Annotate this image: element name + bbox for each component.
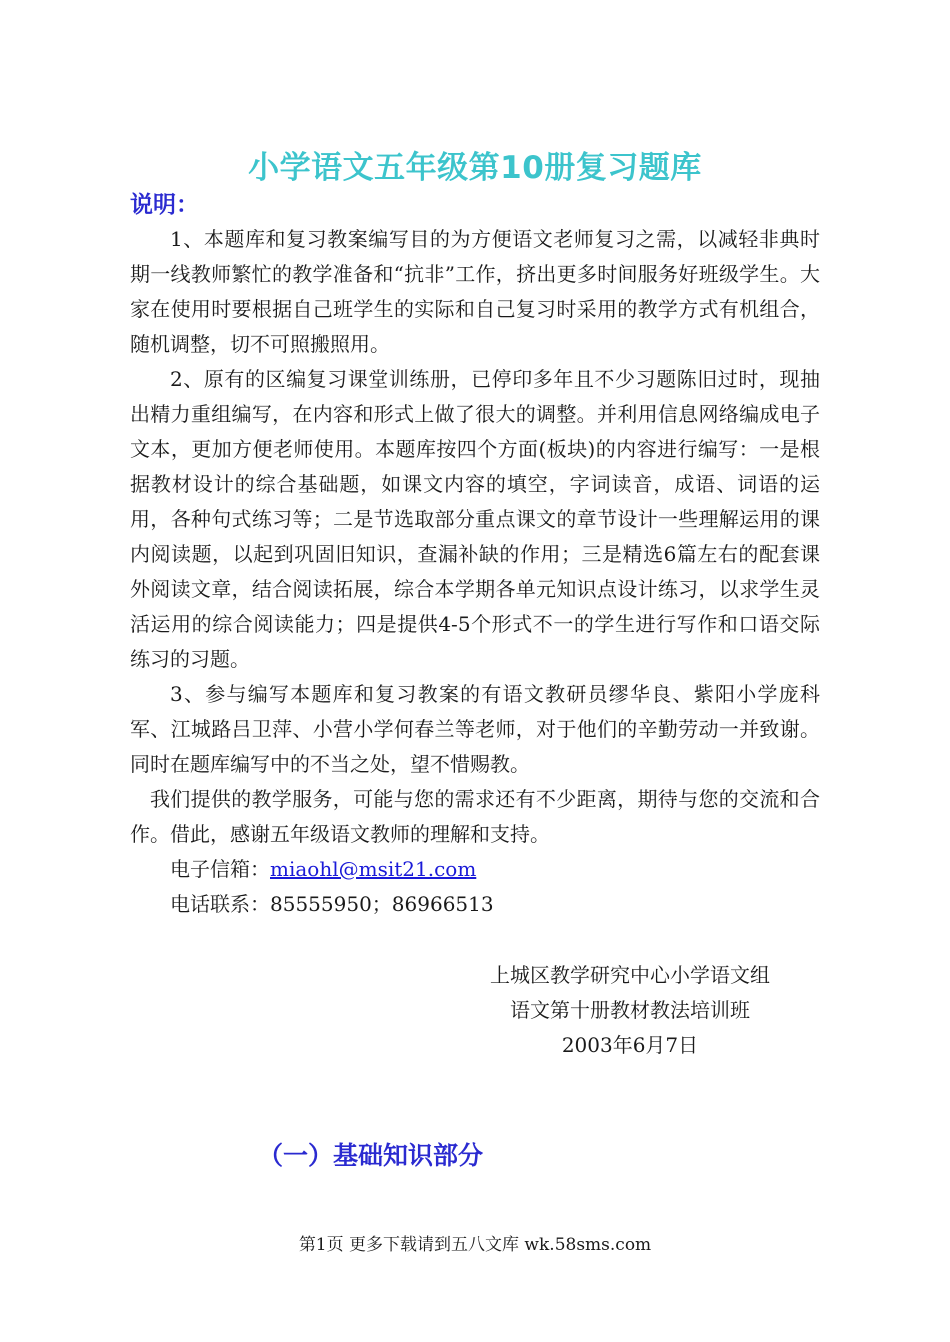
explanation-heading: 说明：	[130, 192, 199, 218]
phone-label: 电话联系：	[170, 892, 270, 916]
paragraph-1: 1、本题库和复习教案编写目的为方便语文老师复习之需，以减轻非典时期一线教师繁忙的教学准备和“抗非”工作，挤出更多时间服务好班级学生。大家在使用时要根据自己班学生的实际和自己复习时采用的教学方式有机组合，随机调整，切不可照搬照用。	[130, 227, 820, 356]
email-line	[130, 852, 820, 887]
signature-block	[440, 958, 820, 1063]
phone-line	[130, 887, 820, 922]
signature-class: 语文第十册教材教法培训班	[510, 998, 750, 1022]
paragraph-3: 3、参与编写本题库和复习教案的有语文教研员缪华良、紫阳小学庞科军、江城路吕卫萍、小营小学何春兰等老师，对于他们的辛勤劳动一并致谢。同时在题库编写中的不当之处，望不惜赐教。	[130, 682, 820, 776]
signature-organization: 上城区教学研究中心小学语文组	[490, 963, 770, 987]
document-title: 小学语文五年级第10册复习题库	[248, 150, 702, 186]
email-link[interactable]: miaohl@msit21.com	[270, 857, 477, 881]
page-footer: 第1页 更多下载请到五八文库 wk.58sms.com	[298, 1235, 652, 1255]
phone-numbers: 85555950；86966513	[270, 892, 494, 916]
email-label: 电子信箱：	[170, 857, 270, 881]
paragraph-2: 2、原有的区编复习课堂训练册，已停印多年且不少习题陈旧过时，现抽出精力重组编写，在内容和形式上做了很大的调整。并利用信息网络编成电子文本，更加方便老师使用。本题库按四个方面(板块)的内容进行编写：一是根据教材设计的综合基础题，如课文内容的填空，字词读音，成语、词语的运用，各种句式练习等；二是节选取部分重点课文的章节设计一些理解运用的课内阅读题，以起到巩固旧知识，查漏补缺的作用；三是精选6篇左右的配套课外阅读文章，结合阅读拓展，综合本学期各单元知识点设计练习，以求学生灵活运用的综合阅读能力；四是提供4-5个形式不一的学生进行写作和口语交际练习的习题。	[130, 367, 820, 671]
signature-date: 2003年6月7日	[561, 1033, 699, 1057]
explanation-body	[130, 222, 820, 922]
section-heading: （一）基础知识部分	[258, 1141, 484, 1170]
paragraph-4: 我们提供的教学服务，可能与您的需求还有不少距离，期待与您的交流和合作。借此，感谢五年级语文教师的理解和支持。	[130, 787, 820, 846]
